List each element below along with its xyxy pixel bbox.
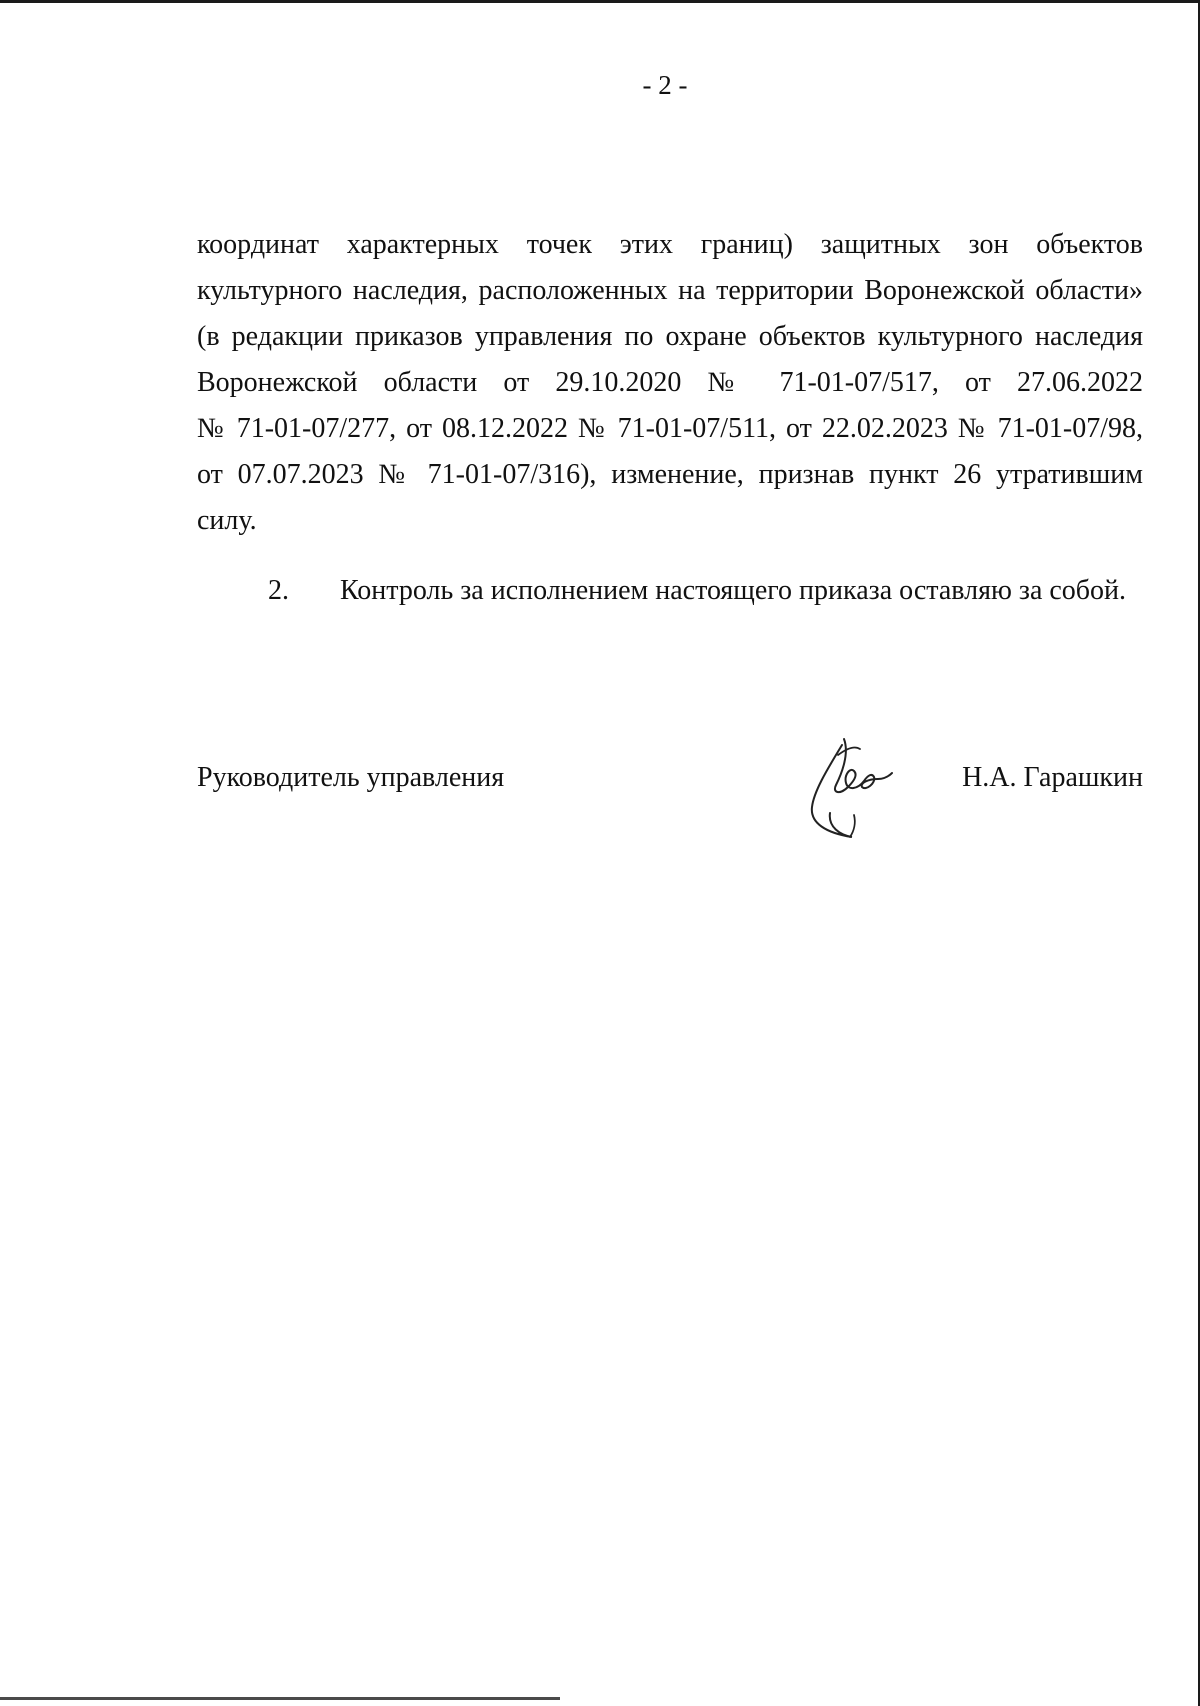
scan-border-bottom [0,1697,560,1700]
body-line: № 71-01-07/277, от 08.12.2022 № 71-01-07/511, от 22.02.2023 № 71-01-07/98, [197,413,1143,444]
body-line: силу. [197,505,257,536]
body-text [197,222,1143,544]
signer-position: Руководитель управления [197,762,505,793]
signature-block [197,762,1143,842]
signer-name: Н.А. Гарашкин [962,762,1143,793]
body-line: координат характерных точек этих границ) защитных зон объектов [197,229,1143,260]
body-line: от 07.07.2023 № 71-01-07/316), изменение, признав пункт 26 утратившим [197,459,1143,490]
list-item-text: Контроль за исполнением настоящего приказа оставляю за собой. [340,575,1127,606]
scan-border-top [0,0,1200,3]
page-number: - 2 - [642,70,688,100]
body-line: культурного наследия, расположенных на территории Воронежской области» [197,275,1143,306]
handwritten-signature-icon [800,735,900,840]
body-line: (в редакции приказов управления по охране объектов культурного наследия [197,321,1143,352]
list-item-2 [268,568,1126,614]
list-item-number: 2. [268,575,289,606]
body-line: Воронежской области от 29.10.2020 № 71-01-07/517, от 27.06.2022 [197,367,1143,398]
